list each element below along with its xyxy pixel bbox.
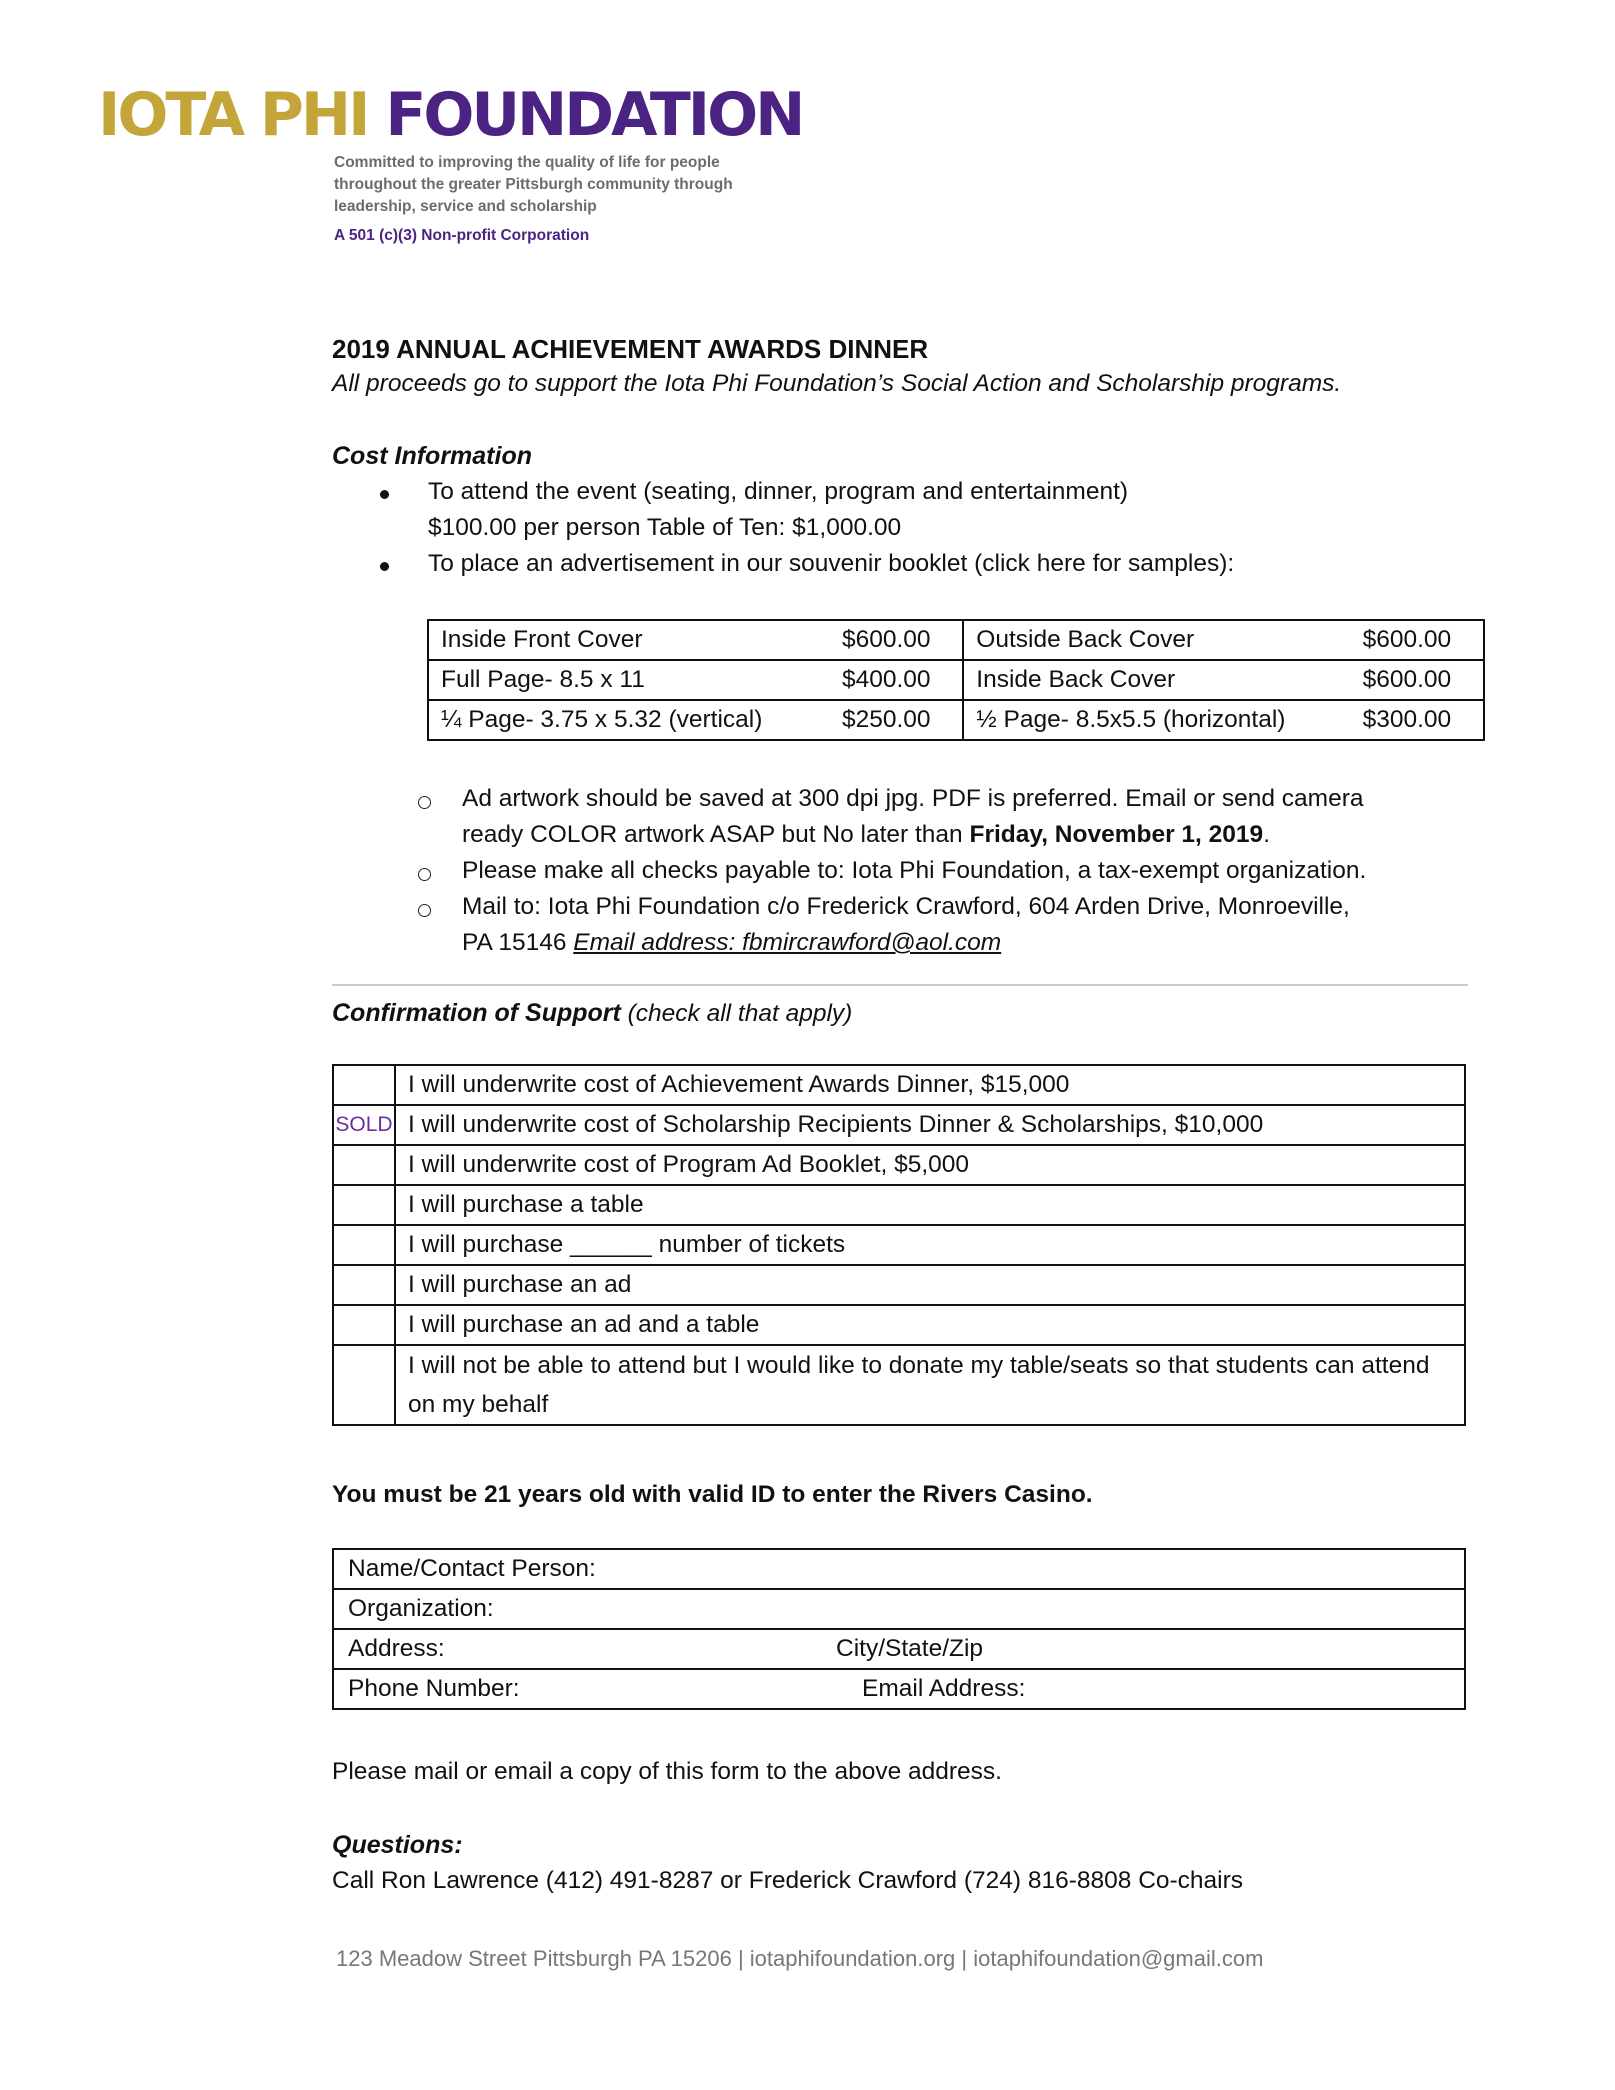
ad-price: $600.00 [1363, 620, 1484, 660]
logo-foundation: FOUNDATION [385, 80, 803, 150]
ad-label: Inside Back Cover [963, 660, 1362, 700]
ad-note-checks [332, 857, 1472, 893]
table-row [333, 1305, 1465, 1345]
support-checklist [332, 1064, 1466, 1426]
table-row [428, 660, 1484, 700]
note-text [462, 821, 1270, 849]
support-heading-bold: Confirmation of Support [332, 999, 621, 1027]
ad-note-artwork [332, 785, 1472, 857]
support-option: I will underwrite cost of Program Ad Booklet, $5,000 [395, 1145, 1465, 1185]
address-field[interactable] [333, 1629, 1465, 1669]
table-row [333, 1065, 1465, 1105]
note-text: Please make all checks payable to: Iota Phi Foundation, a tax-exempt organization. [462, 857, 1367, 884]
table-row [428, 700, 1484, 740]
support-checkbox[interactable]: SOLD [333, 1105, 395, 1145]
support-option: I will purchase a table [395, 1185, 1465, 1225]
ad-price: $600.00 [842, 620, 963, 660]
nonprofit-status: A 501 (c)(3) Non-profit Corporation [334, 227, 590, 244]
contact-form [332, 1548, 1466, 1710]
phone-field[interactable] [333, 1669, 1465, 1709]
bullet-icon [380, 562, 389, 571]
table-row [333, 1669, 1465, 1709]
page-title: 2019 ANNUAL ACHIEVEMENT AWARDS DINNER [332, 334, 929, 364]
tagline-line: leadership, service and scholarship [334, 198, 597, 215]
email-label: Email Address: [862, 1675, 1026, 1702]
ad-price: $600.00 [1363, 660, 1484, 700]
ad-label: ½ Page- 8.5x5.5 (horizontal) [963, 700, 1362, 740]
questions-heading: Questions: [332, 1831, 463, 1859]
ad-price: $400.00 [842, 660, 963, 700]
tagline [334, 152, 754, 218]
support-checkbox[interactable] [333, 1305, 395, 1345]
support-heading [332, 999, 1472, 1028]
bullet-text: To attend the event (seating, dinner, program and entertainment) [428, 478, 1129, 505]
support-option: I will purchase ______ number of tickets [395, 1225, 1465, 1265]
support-heading-note: (check all that apply) [620, 1000, 853, 1027]
footer-contact: 123 Meadow Street Pittsburgh PA 15206 | iotaphifoundation.org | iotaphifoundation@gmail.com [336, 1946, 1264, 1971]
support-checkbox[interactable] [333, 1265, 395, 1305]
bullet-icon [380, 490, 389, 499]
table-row [333, 1185, 1465, 1225]
city-state-zip-label: City/State/Zip [836, 1635, 984, 1662]
cost-bullet-1 [332, 478, 1472, 541]
mail-note: Please mail or email a copy of this form to the above address. [332, 1758, 1002, 1785]
support-checkbox[interactable] [333, 1225, 395, 1265]
cost-heading: Cost Information [332, 442, 532, 470]
organization-field[interactable] [333, 1589, 1465, 1629]
divider [332, 984, 1468, 986]
note-text-part: PA 15146 [462, 929, 574, 956]
ad-label: Full Page- 8.5 x 11 [428, 660, 842, 700]
ad-price: $300.00 [1363, 700, 1484, 740]
email-link[interactable]: Email address: fbmircrawford@aol.com [573, 929, 1002, 956]
support-option: I will purchase an ad and a table [395, 1305, 1465, 1345]
support-option: I will purchase an ad [395, 1265, 1465, 1305]
note-text-part: . [1263, 821, 1270, 848]
ad-label: Inside Front Cover [428, 620, 842, 660]
table-row [333, 1225, 1465, 1265]
ad-price: $250.00 [842, 700, 963, 740]
deadline-date: Friday, November 1, 2019 [969, 821, 1264, 848]
field-label: Phone Number: [348, 1675, 520, 1702]
note-text [462, 929, 1001, 957]
ad-label: Outside Back Cover [963, 620, 1362, 660]
foundation-logo [98, 78, 802, 152]
ad-price-table [427, 619, 1485, 741]
support-checkbox[interactable] [333, 1345, 395, 1425]
tagline-line: throughout the greater Pittsburgh community through [334, 176, 733, 193]
table-row [333, 1345, 1465, 1425]
ad-label: ¼ Page- 3.75 x 5.32 (vertical) [428, 700, 842, 740]
sub-bullet-icon [418, 904, 431, 917]
bullet-text: To place an advertisement in our souvenir booklet (click here for samples): [428, 550, 1235, 577]
support-option: I will not be able to attend but I would like to donate my table/seats so that students can attend on my behalf [395, 1345, 1465, 1425]
note-text: Ad artwork should be saved at 300 dpi jpg. PDF is preferred. Email or send camera [462, 785, 1364, 812]
note-text: Mail to: Iota Phi Foundation c/o Frederick Crawford, 604 Arden Drive, Monroeville, [462, 893, 1350, 920]
sub-bullet-icon [418, 868, 431, 881]
table-row [333, 1549, 1465, 1589]
support-option: I will underwrite cost of Achievement Awards Dinner, $15,000 [395, 1065, 1465, 1105]
field-label: Address: [348, 1635, 445, 1662]
table-row [333, 1629, 1465, 1669]
table-row [333, 1265, 1465, 1305]
cost-bullet-2 [332, 550, 1472, 586]
support-checkbox[interactable] [333, 1145, 395, 1185]
table-row [333, 1105, 1465, 1145]
table-row [333, 1145, 1465, 1185]
ad-note-mail [332, 893, 1472, 965]
table-row [428, 620, 1484, 660]
bullet-text: $100.00 per person Table of Ten: $1,000.00 [428, 514, 902, 541]
sub-bullet-icon [418, 796, 431, 809]
logo-iota-phi: IOTA PHI [98, 80, 368, 150]
support-checkbox[interactable] [333, 1185, 395, 1225]
questions-text: Call Ron Lawrence (412) 491-8287 or Frederick Crawford (724) 816-8808 Co-chairs [332, 1867, 1244, 1894]
support-option: I will underwrite cost of Scholarship Recipients Dinner & Scholarships, $10,000 [395, 1105, 1465, 1145]
tagline-line: Committed to improving the quality of life for people [334, 154, 720, 171]
note-text-part: ready COLOR artwork ASAP but No later than [462, 821, 970, 848]
age-notice: You must be 21 years old with valid ID to enter the Rivers Casino. [332, 1481, 1093, 1508]
field-label: Name/Contact Person: [348, 1555, 596, 1582]
name-field[interactable] [333, 1549, 1465, 1589]
support-checkbox[interactable] [333, 1065, 395, 1105]
field-label: Organization: [348, 1595, 494, 1622]
table-row [333, 1589, 1465, 1629]
page-subtitle: All proceeds go to support the Iota Phi Foundation’s Social Action and Scholarship programs. [332, 370, 1342, 397]
